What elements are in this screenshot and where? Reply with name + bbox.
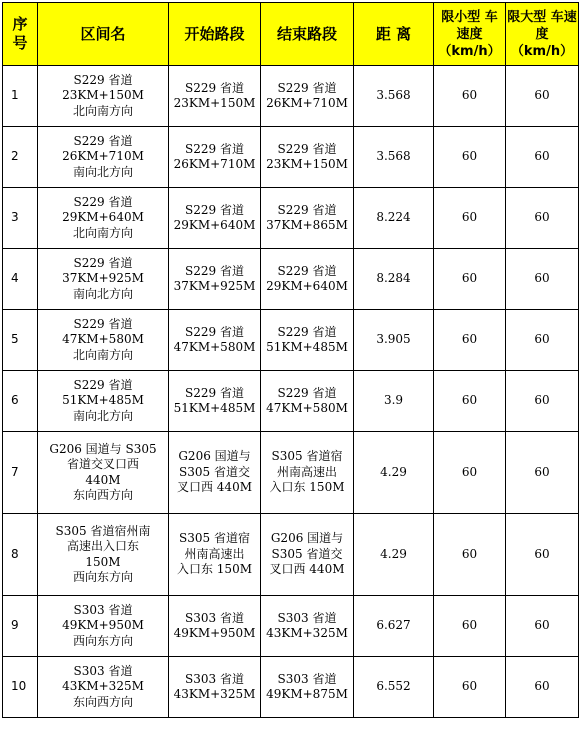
cell-start: S229 省道 51KM+485M xyxy=(169,371,261,432)
cell-large-limit: 60 xyxy=(506,596,579,657)
cell-small-limit: 60 xyxy=(434,310,506,371)
cell-section: S305 省道宿州南 高速出入口东 150M 西向东方向 xyxy=(38,514,169,596)
cell-small-limit: 60 xyxy=(434,249,506,310)
cell-start: S303 省道 43KM+325M xyxy=(169,657,261,718)
cell-distance: 4.29 xyxy=(354,514,434,596)
cell-section: S229 省道 23KM+150M 北向南方向 xyxy=(38,66,169,127)
cell-large-limit: 60 xyxy=(506,127,579,188)
table-row xyxy=(3,371,579,432)
cell-distance: 6.552 xyxy=(354,657,434,718)
cell-seq: 2 xyxy=(3,127,38,188)
cell-start: S229 省道 37KM+925M xyxy=(169,249,261,310)
cell-end: S305 省道宿 州南高速出 入口东 150M xyxy=(261,432,354,514)
cell-end: S303 省道 43KM+325M xyxy=(261,596,354,657)
table-row xyxy=(3,596,579,657)
cell-end: S229 省道 51KM+485M xyxy=(261,310,354,371)
cell-start: S229 省道 26KM+710M xyxy=(169,127,261,188)
cell-seq: 6 xyxy=(3,371,38,432)
cell-small-limit: 60 xyxy=(434,596,506,657)
cell-seq: 4 xyxy=(3,249,38,310)
cell-large-limit: 60 xyxy=(506,310,579,371)
cell-distance: 3.568 xyxy=(354,127,434,188)
cell-start: S303 省道 49KM+950M xyxy=(169,596,261,657)
table-row xyxy=(3,657,579,718)
cell-distance: 4.29 xyxy=(354,432,434,514)
cell-end: S229 省道 37KM+865M xyxy=(261,188,354,249)
cell-seq: 9 xyxy=(3,596,38,657)
cell-section: S303 省道 49KM+950M 西向东方向 xyxy=(38,596,169,657)
table-row xyxy=(3,127,579,188)
cell-distance: 3.905 xyxy=(354,310,434,371)
cell-large-limit: 60 xyxy=(506,188,579,249)
cell-small-limit: 60 xyxy=(434,657,506,718)
cell-seq: 10 xyxy=(3,657,38,718)
cell-section: S229 省道 51KM+485M 南向北方向 xyxy=(38,371,169,432)
cell-small-limit: 60 xyxy=(434,127,506,188)
table-row xyxy=(3,310,579,371)
cell-start: S229 省道 23KM+150M xyxy=(169,66,261,127)
cell-end: S229 省道 23KM+150M xyxy=(261,127,354,188)
cell-large-limit: 60 xyxy=(506,249,579,310)
table-row xyxy=(3,432,579,514)
cell-large-limit: 60 xyxy=(506,66,579,127)
cell-seq: 3 xyxy=(3,188,38,249)
cell-small-limit: 60 xyxy=(434,514,506,596)
cell-large-limit: 60 xyxy=(506,514,579,596)
cell-section: G206 国道与 S305 省道交叉口西 440M 东向西方向 xyxy=(38,432,169,514)
cell-distance: 8.284 xyxy=(354,249,434,310)
cell-large-limit: 60 xyxy=(506,657,579,718)
cell-distance: 8.224 xyxy=(354,188,434,249)
cell-end: S229 省道 26KM+710M xyxy=(261,66,354,127)
table-row xyxy=(3,188,579,249)
header-section: 区间名 xyxy=(38,3,169,66)
cell-section: S229 省道 47KM+580M 北向南方向 xyxy=(38,310,169,371)
cell-start: S229 省道 29KM+640M xyxy=(169,188,261,249)
cell-section: S303 省道 43KM+325M 东向西方向 xyxy=(38,657,169,718)
cell-end: G206 国道与 S305 省道交 叉口西 440M xyxy=(261,514,354,596)
cell-large-limit: 60 xyxy=(506,371,579,432)
header-start: 开始路段 xyxy=(169,3,261,66)
table-header-row xyxy=(3,3,579,66)
header-large-vehicle-limit: 限大型 车速度 （km/h） xyxy=(506,3,579,66)
cell-section: S229 省道 37KM+925M 南向北方向 xyxy=(38,249,169,310)
cell-distance: 6.627 xyxy=(354,596,434,657)
header-end: 结束路段 xyxy=(261,3,354,66)
speed-limit-table-container xyxy=(2,2,579,718)
cell-section: S229 省道 26KM+710M 南向北方向 xyxy=(38,127,169,188)
cell-distance: 3.9 xyxy=(354,371,434,432)
cell-start: S305 省道宿 州南高速出 入口东 150M xyxy=(169,514,261,596)
cell-end: S229 省道 47KM+580M xyxy=(261,371,354,432)
header-distance: 距 离 xyxy=(354,3,434,66)
cell-distance: 3.568 xyxy=(354,66,434,127)
cell-small-limit: 60 xyxy=(434,188,506,249)
cell-small-limit: 60 xyxy=(434,66,506,127)
cell-start: G206 国道与 S305 省道交 叉口西 440M xyxy=(169,432,261,514)
cell-small-limit: 60 xyxy=(434,371,506,432)
cell-end: S303 省道 49KM+875M xyxy=(261,657,354,718)
table-row xyxy=(3,249,579,310)
cell-seq: 7 xyxy=(3,432,38,514)
header-small-vehicle-limit: 限小型 车速度 （km/h） xyxy=(434,3,506,66)
cell-small-limit: 60 xyxy=(434,432,506,514)
cell-seq: 5 xyxy=(3,310,38,371)
table-row xyxy=(3,66,579,127)
table-row xyxy=(3,514,579,596)
cell-section: S229 省道 29KM+640M 北向南方向 xyxy=(38,188,169,249)
speed-limit-table xyxy=(2,2,579,718)
cell-seq: 8 xyxy=(3,514,38,596)
cell-large-limit: 60 xyxy=(506,432,579,514)
cell-start: S229 省道 47KM+580M xyxy=(169,310,261,371)
cell-end: S229 省道 29KM+640M xyxy=(261,249,354,310)
cell-seq: 1 xyxy=(3,66,38,127)
header-seq: 序 号 xyxy=(3,3,38,66)
